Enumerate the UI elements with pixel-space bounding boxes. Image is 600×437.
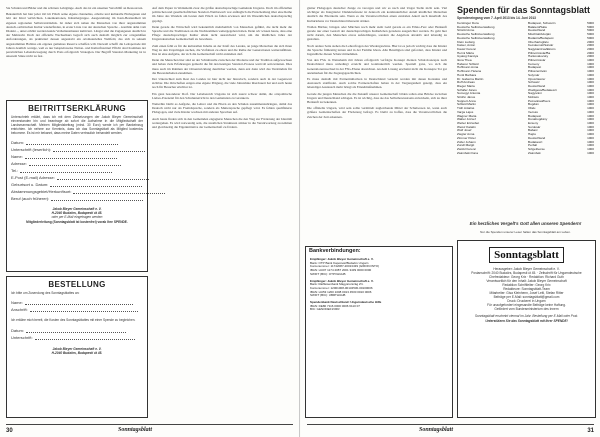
form-field-input-line[interactable]	[25, 158, 117, 159]
donor-amount: 1000	[587, 106, 594, 111]
bank-detail-row: Empfänger: Jakob Bleyer Gemeinschaft e. V.	[310, 258, 374, 261]
article-paragraph: Die offizielle Ungarn, wird sein sollte vermittelt zugleichende Mittel der Schulwesen ist, wenn auch größere Gemeinschaften der Förderung befragt. Es bleibt zu hoffen, dass die Verantwortlichen die Zeichen der Zeit erkennen.	[307, 106, 447, 119]
donor-city: Deutschland	[528, 136, 546, 140]
donor-city: Zsámbék	[528, 151, 541, 155]
form-field-label: Beruf (auch früherer):	[11, 196, 50, 201]
donor-city: Oberhartsgfalu	[528, 40, 549, 44]
donor-name: Szilárd Martin	[457, 103, 476, 107]
bank-detail-row: Bank: Raiffeisenbank Magyarország Zrt.	[310, 283, 364, 287]
donor-name: Ziegler Anna	[457, 133, 475, 137]
article-paragraph: Auch heute finden sich in den Gemeinden engagierte Menschen die den Weg zur Förderung der Identität weitergehen. Es wird notwendig sein, die staatlichen Strukturen stärker in die Verantwortung zu nehmen und gleichzeitig die Eigeninitiative der Gemeinschaft zu fördern.	[152, 116, 292, 130]
imprint-footer: Sonntagsblatt erscheint viermal im Jahr. Bestellung per E-Mail oder Post.	[474, 314, 579, 318]
donor-city: Vecsés	[528, 110, 538, 114]
membership-org-name: Jakob Bleyer Gemeinschaft e. V.	[52, 207, 102, 211]
donor-amount: 1000	[587, 124, 594, 129]
form-field-label: E-Post (E-mail) Adresse:	[11, 175, 55, 180]
form-field-label: Unterschrift (leserlich):	[11, 147, 52, 152]
imprint-line: Druck: Druckerei in Ungarn	[507, 299, 546, 303]
donor-city: Mohács	[528, 96, 539, 100]
donor-city: Pilisvörösvár/Ba	[528, 51, 551, 55]
donor-name: Zoller Johann	[457, 140, 476, 144]
article-paragraph: Auf dem Papier in Weinsheim zwar die größte deutschsprachige Gemeinde Ungarns. Doch im offiziellen politischen und gesellschaftlichen Standort-Wettbewerb war anfänglich die Entscheidung über eine Reihe im Jahre des Wandels am besten dem Pilsch zu fallen erwiesen und im Wesentlichen deutschsprachig geprägt.	[152, 6, 292, 23]
bank-detail-row: BIC: GENODEF1VRR	[310, 308, 340, 312]
form-field-input-line[interactable]	[50, 186, 142, 187]
form-field-input-line[interactable]	[30, 311, 138, 312]
donor-amount: 1000	[587, 139, 594, 144]
membership-org-address: H-2040 Budaörs, Budapesti út 45.	[51, 211, 103, 215]
bank-details-rows	[306, 258, 452, 312]
subscription-form-title: BESTELLUNG	[48, 280, 106, 289]
article-paragraph: Weiterhin bleibt es Aufgabe, die Lehrer und die Eltern an den Schulen zusammenzubringen, damit das Deutsch nicht nur als Fremdsprache, sondern als Muttersprache gepflegt wird. Es fehlen qualifizierte Pädagogen, und viele Kinder wachsen mit anderen Sprachen auf.	[152, 102, 292, 115]
article-paragraph: Wollen Bücher, bringen oder Märchen noch mehr sieht Geld gerade es ein Ethno-Fest oder Herkunft gerade nur einer Gestalt der deutschsprachigen Kulturleben geradezu ausgerichtet werden. Es geht hier nicht darum, den Menschen etwas aufzudrängen, sondern die Angebote attraktiv und lebendig zu gestalten.	[307, 24, 447, 42]
right-footer-rule	[307, 424, 594, 425]
right-article-column-1	[307, 6, 447, 244]
donor-amount: 2000	[587, 54, 594, 59]
donor-name: Honti Barbara	[457, 73, 477, 77]
donor-name: Walter József	[457, 118, 476, 122]
bank-detail-row: Bank: OTP Bank Kaposvár/Budaörs Ungarn	[310, 261, 369, 265]
form-field-input-line[interactable]	[51, 200, 143, 201]
form-field-input-line[interactable]	[57, 179, 149, 180]
donor-city: Wudigess/Budakeszi	[528, 88, 557, 92]
bank-details-title: Bankverbindungen:	[309, 248, 361, 254]
donor-name: Zimmer Péter	[457, 136, 476, 140]
article-paragraph: Gerade die jungen Menschen die die Zukunft unserer Gemeinschaft bilden sollen eine Brücke zwischen Ungarn und Deutschland schlagen. Es ist wichtig, dass sie das Selbstbewusstsein entwickeln, sich zu ihrer Herkunft zu bekennen.	[307, 91, 447, 105]
donor-city: Mischtal/Adorján	[528, 33, 551, 37]
bank-detail-row: IBAN: HU07 1174 2087 2001 3439 0000 0000	[310, 269, 372, 273]
donor-amount: 1000	[587, 87, 594, 92]
donor-amount: 2000	[587, 50, 594, 55]
donor-amount: 1000	[587, 61, 594, 66]
form-field-label: Geburtsort u. Datum:	[11, 182, 49, 187]
donor-amount: 1000	[587, 150, 594, 155]
donor-name: Deutsche Selbstverwaltung	[457, 36, 495, 40]
donor-amount: 1000	[587, 102, 594, 107]
donor-name: Hermi Mária	[457, 51, 474, 55]
form-field-label: Adresse:	[11, 161, 27, 166]
left-footer-rule	[6, 424, 293, 425]
donor-city: Solymár	[528, 73, 540, 77]
donor-name: Weisz Katalin	[457, 125, 476, 129]
donor-amount: 1000	[587, 83, 594, 88]
imprint-logo: Sonntagsblatt	[489, 247, 564, 263]
donor-city: Pilisszentiván	[528, 70, 547, 74]
left-article-column-1	[6, 6, 146, 101]
donor-amount: 5000	[587, 24, 594, 29]
form-field-input-line[interactable]	[35, 339, 135, 340]
subscription-donation-note: Ich erkläre mich bereit, die Kosten des Sonntagsblattes mit einer Spende zu begleichen.	[11, 318, 136, 322]
form-field-label: Tel.:	[11, 168, 19, 173]
bank-detail-row: Kontonummer: 11742087-20013439 (GIROKONTO)	[310, 265, 380, 269]
donor-row	[457, 152, 594, 156]
article-paragraph: Denn gerade die Wirtschaft wird bekanntlich mehrheitlich von Menschen geführt, die nicht mehr die Sprache und die Traditionen an die Nachkommen weitergegeben haben. Denn wir wissen heute, dass eine Pflege deutschsprachiger Kultur allein nicht ausreichend wird, um die ländlichen Jahre der Ungarndeutschen Gemeinschaft zu bewahren.	[152, 24, 292, 42]
donor-amount: 1000	[587, 76, 594, 81]
membership-org-note: oder per E-Mail eingetragen werden	[51, 215, 103, 219]
donations-thanks: Ein herzliches Vergelt's Gott allen unseren Spendern!	[469, 221, 582, 226]
form-field[interactable]	[11, 196, 143, 201]
donor-amount: 1000	[587, 95, 594, 100]
article-paragraph: Sie Schulen und Bilder und die schönen Lehrgänge. Auch das ist ein unseiner Verschläft an Ressourcen.	[6, 6, 144, 10]
donor-name: Kausz Ferenc	[457, 47, 477, 51]
article-paragraph: Ein ganz besonderer Dorf. Der Lebebereich Ungarns ist sich zuerst schwer damit, die ortspolitische Liebes-Potenzial für den Schulunterricht in den Gemeinden zu verankern.	[152, 91, 292, 100]
bank-detail-row: IBAN: HU53 1200 1008 0013 4530 0010 0006	[310, 290, 372, 294]
form-field-label: Datum:	[11, 140, 24, 145]
form-field[interactable]	[11, 154, 143, 159]
donor-city: Deutschland	[528, 84, 546, 88]
form-field[interactable]	[11, 175, 143, 180]
donor-amount: 5000	[587, 28, 594, 33]
article-paragraph: Von den FSG in Weinsheim mit Jahren erfolgreich verfolgte Konzept dienten Schul-Konzepte nach Deutschland muss unbedingt erreicht und kontinuierlich werden. Speziell ganz, wo sich die Generationenwechsel in der FSG-Ebene abzeichnet. An dem Lösung erscheint nicht die Konzepte Tor gar anzumerken für die Zugangsgeschichten.	[307, 58, 447, 75]
donor-name: Dr. Gaberna Martin	[457, 77, 484, 81]
donor-name: Ströhn János	[457, 96, 476, 100]
donor-city: Budapest	[528, 114, 542, 118]
imprint-line: Postanschrift: 2040 Budaörs, Budapesti út 45. · Zeitschrift für Ungarndeutsche	[471, 271, 582, 275]
donor-amount: 1000	[587, 146, 594, 151]
donor-name: Somogyi Antonia	[457, 92, 481, 96]
subscription-form-fields	[7, 297, 147, 315]
bank-detail-row: Empfänger: Jakob Bleyer Gemeinschaft e. V.	[310, 279, 374, 283]
membership-form-fields	[7, 137, 147, 204]
article-paragraph: Der Unterschied zum Rest des Landes ist hier nicht nur historisch, sondern auch in der Gegenwart sichtbar. Die Ortschaften zeigen eine eigene Prägung, die viele Jahrzehnte überdauert hat und auch heute noch für Besucher erlebbar ist.	[152, 77, 292, 90]
bank-detail-row: IBAN: DE80 7116 0000 0006 6110 07	[310, 304, 360, 308]
donations-subtitle: Spendeneingang vom 7. April 2013 bis 14. Juni 2013	[457, 16, 536, 20]
form-field[interactable]	[11, 300, 143, 305]
left-page-number: 30	[6, 428, 13, 434]
subscription-form-intro: Ich bitte um Zusendung des Sonntagsblattes an:	[11, 291, 80, 295]
donor-amount: 1000	[587, 143, 594, 148]
form-field[interactable]	[11, 189, 143, 194]
donor-city: Budakeszi	[528, 140, 543, 144]
donor-name: Rieger Maria	[457, 84, 475, 88]
donor-name: Suppert Anna	[457, 99, 476, 103]
donor-city: Pécsvárad/Kecs	[528, 99, 551, 103]
imprint-line: Beiträge per E-Mail: sonntagsblatt@gmail.com	[493, 295, 560, 299]
form-field-input-line[interactable]	[29, 165, 121, 166]
donor-amount: 1000	[587, 65, 594, 70]
donor-amount: 1000	[587, 69, 594, 74]
donor-city: Kecskemét/Sárvár	[528, 44, 554, 48]
donor-amount: 1000	[587, 109, 594, 114]
donations-note: Nur die Spenden unserer Leser halten das Sonntagsblatt am Leben.	[480, 230, 571, 234]
subscription-signature-fields	[7, 325, 147, 343]
donor-amount: 2000	[587, 43, 594, 48]
donor-list	[457, 22, 594, 216]
donor-city: Balaterd/Sáta	[528, 25, 547, 29]
form-field-input-line[interactable]	[20, 172, 112, 173]
imprint-box	[457, 240, 596, 418]
bank-detail-row: SWIFT (BIC): UBRTHUHB	[310, 294, 346, 298]
donor-name: Ilona Thea	[457, 59, 472, 63]
form-field[interactable]	[11, 140, 143, 145]
donor-name: Schäfer János	[457, 88, 477, 92]
subscription-form	[6, 276, 148, 418]
donor-name: Zwickl Ferenc	[457, 147, 477, 151]
donor-name: Varga Lajos	[457, 110, 474, 114]
membership-form	[6, 100, 148, 272]
donor-city: Bogdán	[528, 103, 539, 107]
form-field[interactable]	[11, 182, 143, 187]
bank-detail-row: Kontonummer: 12001008-00134530-00100006	[310, 286, 373, 290]
membership-form-title: BEITRITTSERKLÄRUNG	[28, 104, 126, 113]
donor-city: Babarc	[528, 129, 538, 133]
form-field-label: Datum:	[11, 328, 24, 333]
donor-city: Schwetz	[528, 81, 540, 85]
form-field-input-line[interactable]	[25, 304, 133, 305]
donor-amount: 1000	[587, 58, 594, 63]
donor-city: Nagykanizsa/Ekrém	[528, 47, 556, 51]
membership-form-intro: Unterschrieb erklärt, dass ich mit dem Zielsetzungen der Jakob Bleyer Gemeinschaft einverstanden bin und beantrage ab sofort die Aufnahme in die Mitgliedschaft der Landsmannschaft. Meinen Mitgliedsbeitrag (mind. 30 Euro) werde ich per Bankeinzug entrichten. Ich nehme zur Kenntnis, dass ich das Sonntagsblatt als Mitglied kostenlos bekomme. Es ist mir bekannt, dass meine Daten vertraulich behandelt werden.	[11, 115, 143, 135]
donor-name: Kerstinger Dora	[457, 22, 479, 25]
left-footer-masthead: Sonntagsblatt	[118, 427, 153, 433]
left-article-column-2	[152, 6, 292, 421]
imprint-line: Verantwortlich für den Inhalt: Jakob Bleyer Gemeinschaft	[486, 279, 567, 283]
subscription-org-name: Jakob Bleyer Gemeinschaft e. V.	[52, 347, 102, 351]
donor-amount: 2000	[587, 46, 594, 51]
donor-amount: 5000	[587, 35, 594, 40]
donor-name: Kaiser, Anton	[457, 44, 476, 48]
donor-amount: 1000	[587, 91, 594, 96]
donor-amount: 1000	[587, 72, 594, 77]
imprint-line: Redakteure: Sonntagsblatt-Team	[503, 287, 550, 291]
donor-city: Dunabogdány	[528, 118, 548, 122]
form-field[interactable]	[11, 335, 143, 340]
form-field-label: Anschrift:	[11, 307, 28, 312]
donor-city: Budaörs/Budapest	[528, 36, 554, 40]
article-paragraph: Noch andere Seite stehen die Lehrerfragen des Wiedergewinns. Hier ist es jedoch wichtig dass die Kinder die Sprache frühzeitig lernen und in der Familie hören. Alle Beteiligten sind gefordert, dass Kinder und Jugendliche diesen Schatz mitnehmen.	[307, 43, 447, 57]
donations-title: Spenden für das Sonntagsblatt	[457, 5, 591, 15]
donor-city: Budapest	[528, 66, 542, 70]
donor-city: Soroksár	[528, 125, 541, 129]
form-field-input-line[interactable]	[26, 144, 118, 145]
form-field[interactable]	[11, 161, 143, 166]
imprint-line: Chefredakteur: Georg Krix · Redaktion: Richard Guth	[489, 275, 564, 279]
article-paragraph: Denn die Menschen hier sind an der Schnittstelle zwischen der Moderne und der Tradition aufgewachsen und haben viele Erfahrungen gemacht die für den heutigen Standort-Prozess wertvoll sein könnten. Dies muss auch im Rahmen der Ortsentwicklung deutlicher werden, denn erst dann wird das Verständnis für die Besonderheiten zunehmen.	[152, 58, 292, 75]
donor-amount: 1000	[587, 132, 594, 137]
imprint-lines	[458, 263, 595, 311]
donor-name: Haberer Szilárd	[457, 62, 479, 66]
article-paragraph: gleiter Pädagogen deutscher Zunge zu verorgen und wir es nach und Ungar Stelle nicht sein. Viel wichtiger als Integrierter Dialektreferenz ist dennoch ein kontinuierlicher Anteil kindlicher Menschen deutlich die Elternteile sein. Wenn es die Verantwortlichen einen zentralen Anteil auch innerhalb des Kulturlebens vor Deutschland übersetzt stärker.	[307, 6, 447, 23]
form-field[interactable]	[11, 168, 143, 173]
donor-city: Deutschland	[528, 29, 546, 33]
donor-amount: 1000	[587, 80, 594, 85]
imprint-footer-appeal: Unterstützen Sie das Sonntagsblatt mit Ihrer SPENDE!	[485, 319, 568, 323]
donor-name: Wolf Josef	[457, 129, 472, 133]
donor-city: Kemeny	[528, 62, 540, 66]
article-paragraph: Es muss deshalb mit Partnerinitiativen in Deutschland vernetzt werden mit denen Kontakte und Austausch stattfindet. Auch solche Partnerschaften haben in der Vergangenheit gezeigt, dass ein lebendiger Austausch mehr bringt als Einzelmaßnahmen.	[307, 77, 447, 90]
right-page	[301, 0, 600, 437]
donor-city: Szigetbecse	[528, 147, 545, 151]
donor-city: Hajós	[528, 133, 536, 137]
imprint-line: Mitarbeiter: Gisa Kleinhenn, Josef Leitl, Stefan Ritter	[489, 291, 564, 295]
donor-city: Budapest, Schwerin	[528, 22, 556, 25]
donor-name: Ströckl Anne	[457, 29, 475, 33]
form-field-input-line[interactable]	[26, 332, 126, 333]
donor-city: Harkovalovsky	[528, 55, 549, 59]
donor-amount: 1000	[587, 113, 594, 118]
right-footer-masthead: Sonntagsblatt	[419, 427, 454, 433]
imprint-line: Für unaufgefordert eingesandte Beiträge keine Haftung.	[487, 303, 566, 307]
donor-city: Perbál	[528, 144, 537, 148]
donor-name: Hoffmann Helena	[457, 70, 482, 74]
article-paragraph: Bekanntlich hat hier jeder Ort im Pilsch seine eigene channelies, erholte und kulturelle Einbegenen und lebt der Kind verbrichten. Lakenkantonen, Künstlergruppe. Ausgestaltung im Kern-Bestandheit im eigenen regionalen Selbstverständnis. Ist daher sich nahen die Menschen von ihrer angestammten deutsch-ostbirischen Kultur wiederfinden, in erster Linie von der deutschen Sprache – konthile dehn vom Dialekt –, unter erhöht werden kunde Verhaltensmuster kultiviert. Längst sind die Zugangenen deutlich in der Mehrzahl. Doch der offizielle Wechselkurs begreft sich auch deshalb möglich zur ortsgemäßen Anforderungen, als praktiziert dessen angestrebt ein ortsmaterielles Weltfeld, das sich in seinem angestammten Habitus ein eigenes gemeines Reserve schaffen will. Deswall schafft die Leitsperiode mit Jahren deutlich wenige, weil es nur beispielsweise Nation- und Kulturfrustriert Pflicht sind Kommen der persönlichen Lebensbewegung durch Preis erfolgreich Strategien. Der Begriff Standort-Marketing ist in unserem Sinne nicht zu fest.	[6, 12, 146, 59]
donor-name: Zundl Margit	[457, 144, 475, 148]
bank-details-box	[305, 246, 453, 418]
form-field-input-line[interactable]	[53, 151, 145, 152]
donor-name: Deutsche Selbstverwaltung	[457, 25, 495, 29]
imprint-line: Herausgeber: Jakob Bleyer Gemeinschaft e. V.	[493, 267, 560, 271]
form-field-label: Name:	[11, 154, 23, 159]
membership-management-note: Mitgliederleitung (Sonntagsblatt ist kostenfrei) vorab Ihre SPENDE.	[26, 220, 128, 224]
donor-amount: 2000	[587, 39, 594, 44]
form-field[interactable]	[11, 328, 143, 333]
donor-amount: 5000	[587, 22, 594, 25]
form-field[interactable]	[11, 147, 143, 152]
donor-city: Nagyiváni	[528, 92, 542, 96]
donor-city: Ópusztaszer	[528, 77, 546, 81]
donor-city: Ófalu	[528, 107, 536, 111]
article-paragraph: Zum einen fehlt es für die kulturellen Inhalte an der Kraft des Landes, an junge Menschen die sich ihren Weg zu den Ursprüngen suchen, die Vorfahren zu ehren und die Reihe der Generationen weiterzuführen. Das ist eine Aufgabe, der sich die Gemeinschaft nicht entziehen darf.	[152, 43, 292, 57]
donor-name: Klein Ludwig	[457, 40, 475, 44]
right-page-number: 31	[587, 428, 594, 434]
donor-amount: 1000	[587, 128, 594, 133]
donor-amount: 1000	[587, 98, 594, 103]
donor-amount: 1000	[587, 117, 594, 122]
form-field-label: Name:	[11, 300, 23, 305]
bank-detail-row: Spendenbank Deutschland: Ungarndeutsche Hilfe	[310, 301, 382, 305]
form-field-label: Unterschrift:	[11, 335, 33, 340]
imprint-line: Gefördert vom Bundesministerium des Innern	[494, 307, 559, 311]
donor-name: Weber Erzsébet	[457, 121, 480, 125]
subscription-org-address: H-2040 Budaörs, Budapesti út 45.	[51, 351, 103, 355]
donor-name: Deutsche Selbstverwaltung	[457, 33, 495, 37]
imprint-line: Redaktion Schriftleiter: Georg Krix	[502, 283, 551, 287]
donor-city: Ecseny	[528, 121, 539, 125]
donor-name: Ruff Andreas	[457, 81, 475, 85]
donor-amount: 1000	[587, 120, 594, 125]
donor-name: Zsámbéki Ilona	[457, 151, 478, 155]
bank-detail-row: SWIFT (BIC): OTPVHUHB	[310, 272, 346, 276]
form-field-label: Abstammungsgebiet/Herkunftsort:	[11, 189, 72, 194]
donor-name: Tóth Antalné	[457, 107, 475, 111]
form-field[interactable]	[11, 307, 143, 312]
donor-name: Hoffmann Anna	[457, 66, 479, 70]
donor-name: Gyalog Karolya	[457, 55, 479, 59]
donor-amount: 1000	[587, 135, 594, 140]
donor-name: Wagner Maria	[457, 114, 477, 118]
donor-city: Pilisvörösvár	[528, 59, 546, 63]
donor-amount: 5000	[587, 32, 594, 37]
